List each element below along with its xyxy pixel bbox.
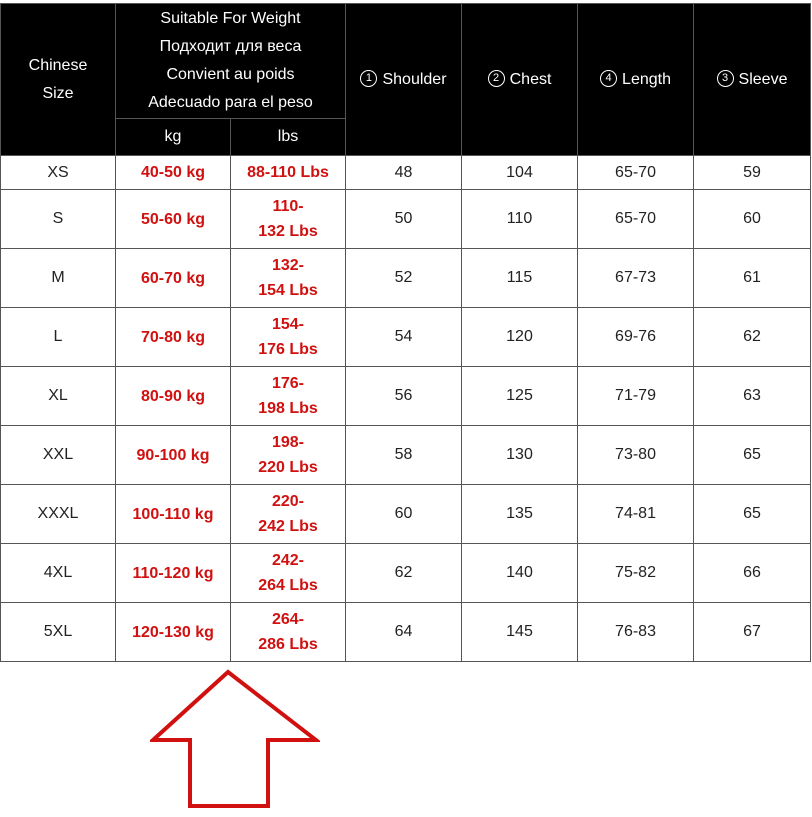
chest-cell: 145 xyxy=(462,603,578,662)
header-shoulder: 1 Shoulder xyxy=(346,4,462,156)
chest-cell: 110 xyxy=(462,190,578,249)
size-cell: L xyxy=(1,308,116,367)
header-chest: 2 Chest xyxy=(462,4,578,156)
length-cell: 71-79 xyxy=(578,367,694,426)
shoulder-cell: 48 xyxy=(346,156,462,190)
chest-cell: 120 xyxy=(462,308,578,367)
table-row xyxy=(1,544,811,603)
length-cell: 73-80 xyxy=(578,426,694,485)
shoulder-cell: 62 xyxy=(346,544,462,603)
size-cell: XL xyxy=(1,367,116,426)
sleeve-cell: 65 xyxy=(694,426,811,485)
weight-lbs-cell: 264- 286 Lbs xyxy=(231,603,346,662)
sleeve-cell: 59 xyxy=(694,156,811,190)
size-cell: M xyxy=(1,249,116,308)
length-cell: 69-76 xyxy=(578,308,694,367)
length-cell: 65-70 xyxy=(578,190,694,249)
chest-cell: 104 xyxy=(462,156,578,190)
length-cell: 76-83 xyxy=(578,603,694,662)
shoulder-cell: 50 xyxy=(346,190,462,249)
weight-kg-cell: 70-80 kg xyxy=(116,308,231,367)
header-chinese-size: Chinese Size xyxy=(1,4,116,156)
table-row xyxy=(1,156,811,190)
length-cell: 65-70 xyxy=(578,156,694,190)
table-row xyxy=(1,308,811,367)
weight-lbs-cell: 220- 242 Lbs xyxy=(231,485,346,544)
table-row xyxy=(1,426,811,485)
length-cell: 75-82 xyxy=(578,544,694,603)
header-sleeve: 3 Sleeve xyxy=(694,4,811,156)
sleeve-cell: 60 xyxy=(694,190,811,249)
sleeve-cell: 61 xyxy=(694,249,811,308)
up-arrow-icon xyxy=(150,668,320,812)
weight-title-fr: Convient au poids xyxy=(166,66,295,83)
weight-kg-cell: 60-70 kg xyxy=(116,249,231,308)
circled-number-icon: 3 xyxy=(717,70,734,87)
length-cell: 74-81 xyxy=(578,485,694,544)
sleeve-cell: 66 xyxy=(694,544,811,603)
weight-lbs-cell: 176- 198 Lbs xyxy=(231,367,346,426)
circled-number-icon: 1 xyxy=(360,70,377,87)
weight-kg-cell: 80-90 kg xyxy=(116,367,231,426)
weight-title-en: Suitable For Weight xyxy=(160,10,301,27)
header-weight-title xyxy=(116,4,346,119)
table-row xyxy=(1,485,811,544)
shoulder-cell: 54 xyxy=(346,308,462,367)
chest-cell: 140 xyxy=(462,544,578,603)
circled-number-icon: 4 xyxy=(600,70,617,87)
weight-lbs-cell: 198- 220 Lbs xyxy=(231,426,346,485)
weight-lbs-cell: 132- 154 Lbs xyxy=(231,249,346,308)
table-row xyxy=(1,190,811,249)
chest-cell: 125 xyxy=(462,367,578,426)
chest-cell: 135 xyxy=(462,485,578,544)
size-cell: 4XL xyxy=(1,544,116,603)
size-cell: XS xyxy=(1,156,116,190)
shoulder-cell: 64 xyxy=(346,603,462,662)
sleeve-cell: 63 xyxy=(694,367,811,426)
weight-lbs-cell: 154- 176 Lbs xyxy=(231,308,346,367)
shoulder-cell: 60 xyxy=(346,485,462,544)
table-row xyxy=(1,367,811,426)
chest-cell: 130 xyxy=(462,426,578,485)
size-cell: XXXL xyxy=(1,485,116,544)
sleeve-cell: 65 xyxy=(694,485,811,544)
sleeve-cell: 67 xyxy=(694,603,811,662)
length-cell: 67-73 xyxy=(578,249,694,308)
weight-title-es: Adecuado para el peso xyxy=(148,94,313,111)
size-cell: XXL xyxy=(1,426,116,485)
shoulder-cell: 56 xyxy=(346,367,462,426)
weight-kg-cell: 100-110 kg xyxy=(116,485,231,544)
weight-title-ru: Подходит для веса xyxy=(159,38,302,55)
weight-kg-cell: 120-130 kg xyxy=(116,603,231,662)
weight-lbs-cell: 110- 132 Lbs xyxy=(231,190,346,249)
weight-lbs-cell: 88-110 Lbs xyxy=(231,156,346,190)
header-lbs: lbs xyxy=(231,119,346,156)
header-length: 4 Length xyxy=(578,4,694,156)
circled-number-icon: 2 xyxy=(488,70,505,87)
shoulder-cell: 52 xyxy=(346,249,462,308)
size-cell: S xyxy=(1,190,116,249)
weight-kg-cell: 40-50 kg xyxy=(116,156,231,190)
sleeve-cell: 62 xyxy=(694,308,811,367)
table-row xyxy=(1,603,811,662)
table-row xyxy=(1,249,811,308)
shoulder-cell: 58 xyxy=(346,426,462,485)
chest-cell: 115 xyxy=(462,249,578,308)
weight-kg-cell: 90-100 kg xyxy=(116,426,231,485)
weight-kg-cell: 50-60 kg xyxy=(116,190,231,249)
weight-kg-cell: 110-120 kg xyxy=(116,544,231,603)
size-chart-table xyxy=(0,3,811,662)
weight-lbs-cell: 242- 264 Lbs xyxy=(231,544,346,603)
size-cell: 5XL xyxy=(1,603,116,662)
header-kg: kg xyxy=(116,119,231,156)
